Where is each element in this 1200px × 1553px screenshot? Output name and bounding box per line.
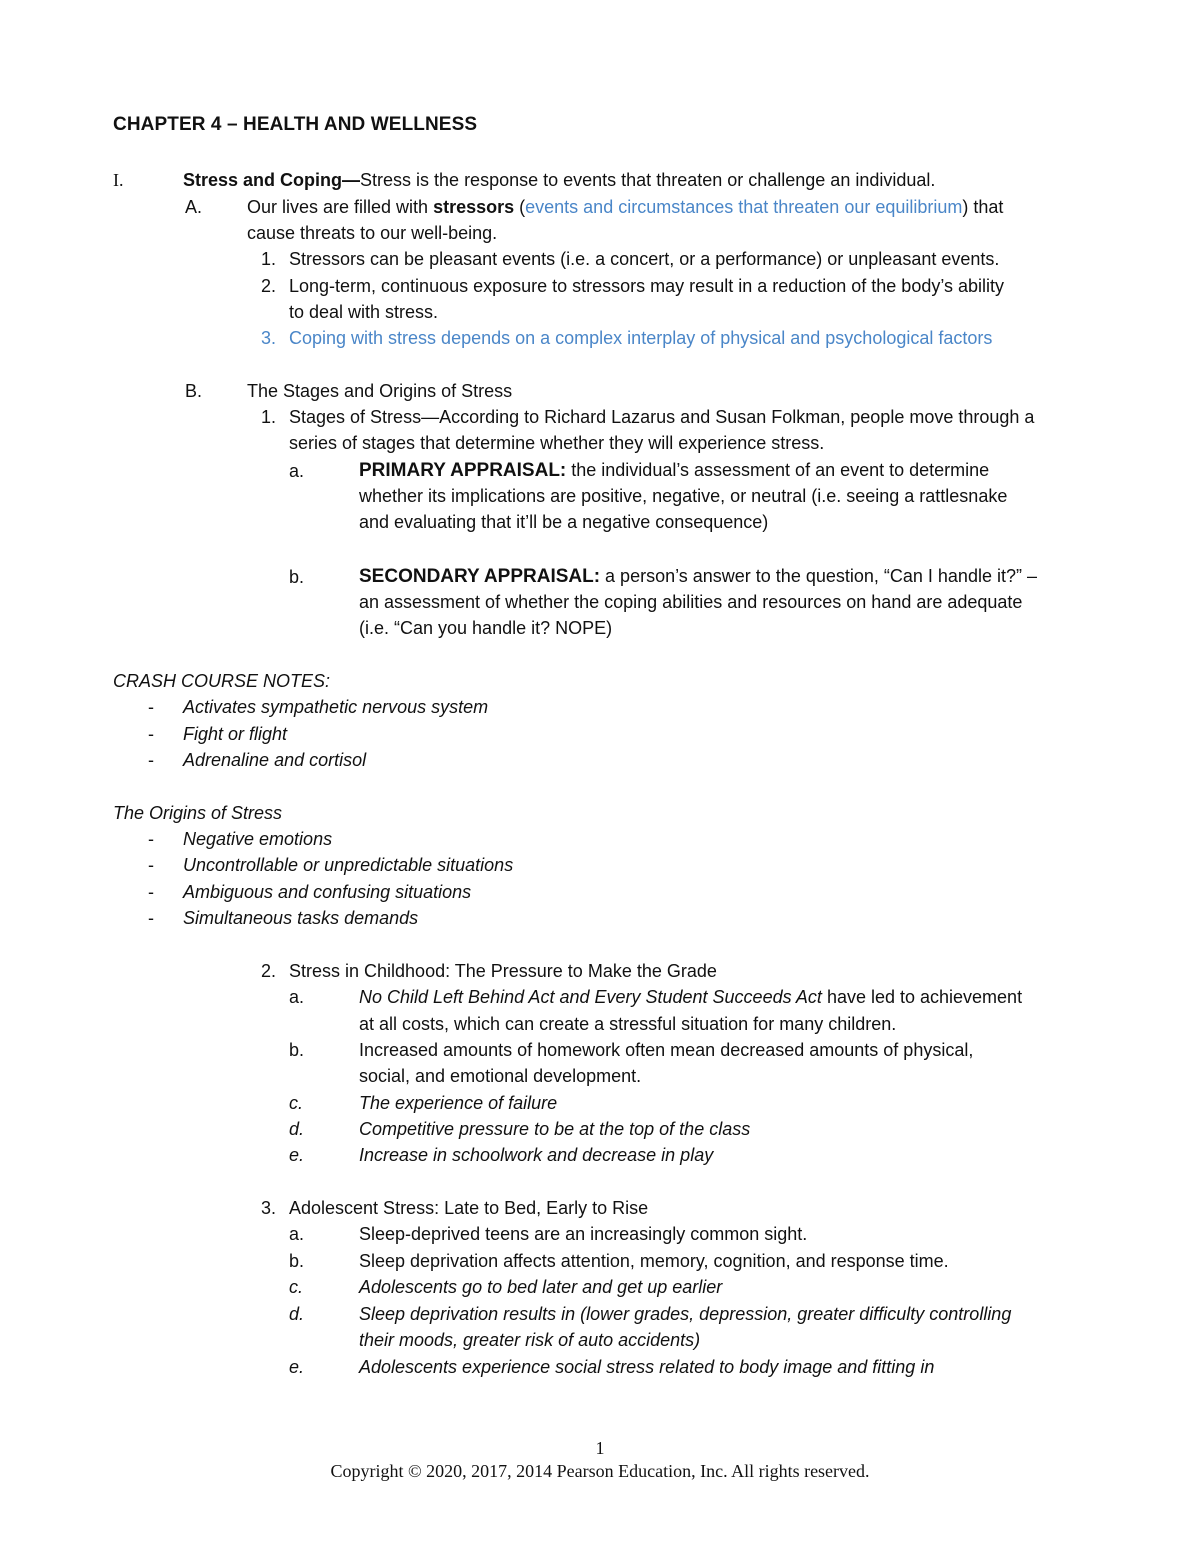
bullet-dash: - [148, 882, 154, 902]
stressors-paren-open: ( [514, 197, 526, 217]
section-heading: Stress and Coping— [183, 170, 361, 190]
list-item-text: Stressors can be pleasant events (i.e. a concert, or a performance) or unpleasant events. [289, 249, 1000, 269]
crash-course-item: Activates sympathetic nervous system [183, 697, 489, 717]
legislation-names: No Child Left Behind Act and Every Student Succeeds Act [359, 987, 822, 1007]
childhood-item-b-line-2: social, and emotional development. [359, 1066, 642, 1086]
childhood-item-a-rest: have led to achievement [821, 987, 1023, 1007]
crash-course-heading: CRASH COURSE NOTES: [113, 671, 331, 691]
page-number: 1 [595, 1438, 605, 1458]
childhood-item-a [359, 984, 1022, 1010]
adolescent-item-d-line-2: their moods, greater risk of auto accidents) [359, 1330, 701, 1350]
sub-list-letter: b. [289, 567, 305, 587]
origins-item: Simultaneous tasks demands [183, 908, 419, 928]
list-item-text: Long-term, continuous exposure to stressors may result in a reduction of the body’s ability [289, 276, 1005, 296]
stressors-definition: events and circumstances that threaten our equilibrium [525, 197, 963, 217]
stressors-line [247, 194, 1003, 220]
sub-list-letter: a. [289, 987, 305, 1007]
primary-appraisal-line-2: whether its implications are positive, negative, or neutral (i.e. seeing a rattlesnake [359, 486, 1008, 506]
list-number: 1. [261, 249, 277, 269]
section-label: I. [113, 170, 124, 190]
origins-item: Uncontrollable or unpredictable situations [183, 855, 514, 875]
section-heading-line [183, 167, 935, 193]
list-number: 3. [261, 1198, 277, 1218]
sub-list-letter: b. [289, 1251, 305, 1271]
secondary-appraisal-line-3: (i.e. “Can you handle it? NOPE) [359, 618, 613, 638]
adolescent-item-b: Sleep deprivation affects attention, memory, cognition, and response time. [359, 1251, 949, 1271]
origins-heading: The Origins of Stress [113, 803, 283, 823]
secondary-appraisal-definition: a person’s answer to the question, “Can I handle it?” – [600, 566, 1037, 586]
sub-list-letter: e. [289, 1357, 305, 1377]
list-item-text: Stages of Stress—According to Richard Lazarus and Susan Folkman, people move through a [289, 407, 1035, 427]
subsection-label: B. [185, 381, 203, 401]
subsection-heading: The Stages and Origins of Stress [247, 381, 513, 401]
list-number: 3. [261, 328, 277, 348]
primary-appraisal-term: PRIMARY APPRAISAL: [359, 460, 567, 481]
origins-item: Ambiguous and confusing situations [183, 882, 472, 902]
stressors-pre: Our lives are filled with [247, 197, 434, 217]
copyright-notice: Copyright © 2020, 2017, 2014 Pearson Education, Inc. All rights reserved. [330, 1461, 870, 1481]
bullet-dash: - [148, 724, 154, 744]
list-number: 2. [261, 961, 277, 981]
crash-course-item: Fight or flight [183, 724, 288, 744]
sub-list-letter: d. [289, 1304, 305, 1324]
childhood-item-d: Competitive pressure to be at the top of the class [359, 1119, 751, 1139]
chapter-title: CHAPTER 4 – HEALTH AND WELLNESS [113, 114, 478, 135]
secondary-appraisal-line [359, 563, 1037, 590]
list-item-text: series of stages that determine whether they will experience stress. [289, 433, 825, 453]
childhood-item-e: Increase in schoolwork and decrease in play [359, 1145, 714, 1165]
bullet-dash: - [148, 697, 154, 717]
primary-appraisal-definition: the individual’s assessment of an event to determine [566, 460, 990, 480]
bullet-dash: - [148, 855, 154, 875]
childhood-item-c: The experience of failure [359, 1093, 558, 1113]
stressors-paren-close: ) that [962, 197, 1004, 217]
secondary-appraisal-term: SECONDARY APPRAISAL: [359, 566, 601, 587]
bullet-dash: - [148, 908, 154, 928]
sub-list-letter: a. [289, 461, 305, 481]
subsection-label: A. [185, 197, 203, 217]
childhood-item-b: Increased amounts of homework often mean decreased amounts of physical, [359, 1040, 974, 1060]
primary-appraisal-line [359, 457, 989, 484]
sub-list-letter: c. [289, 1093, 304, 1113]
sub-list-letter: a. [289, 1224, 305, 1244]
origins-item: Negative emotions [183, 829, 333, 849]
crash-course-item: Adrenaline and cortisol [183, 750, 367, 770]
childhood-heading: Stress in Childhood: The Pressure to Make the Grade [289, 961, 717, 981]
bullet-dash: - [148, 750, 154, 770]
adolescent-item-d: Sleep deprivation results in (lower grades, depression, greater difficulty controlling [359, 1304, 1012, 1324]
primary-appraisal-line-3: and evaluating that it’ll be a negative consequence) [359, 512, 769, 532]
stressors-term: stressors [433, 197, 515, 217]
sub-list-letter: d. [289, 1119, 305, 1139]
sub-list-letter: e. [289, 1145, 305, 1165]
stressors-line-2: cause threats to our well-being. [247, 223, 498, 243]
list-number: 1. [261, 407, 277, 427]
secondary-appraisal-line-2: an assessment of whether the coping abilities and resources on hand are adequate [359, 592, 1023, 612]
sub-list-letter: b. [289, 1040, 305, 1060]
adolescent-item-c: Adolescents go to bed later and get up earlier [359, 1277, 723, 1297]
section-definition: Stress is the response to events that threaten or challenge an individual. [360, 170, 936, 190]
adolescent-item-e: Adolescents experience social stress related to body image and fitting in [359, 1357, 935, 1377]
list-item-text: to deal with stress. [289, 302, 439, 322]
list-item-text: Coping with stress depends on a complex interplay of physical and psychological factors [289, 328, 993, 348]
adolescent-item-a: Sleep-deprived teens are an increasingly common sight. [359, 1224, 808, 1244]
adolescent-heading: Adolescent Stress: Late to Bed, Early to Rise [289, 1198, 649, 1218]
childhood-item-a-line-2: at all costs, which can create a stressful situation for many children. [359, 1014, 897, 1034]
bullet-dash: - [148, 829, 154, 849]
sub-list-letter: c. [289, 1277, 304, 1297]
list-number: 2. [261, 276, 277, 296]
